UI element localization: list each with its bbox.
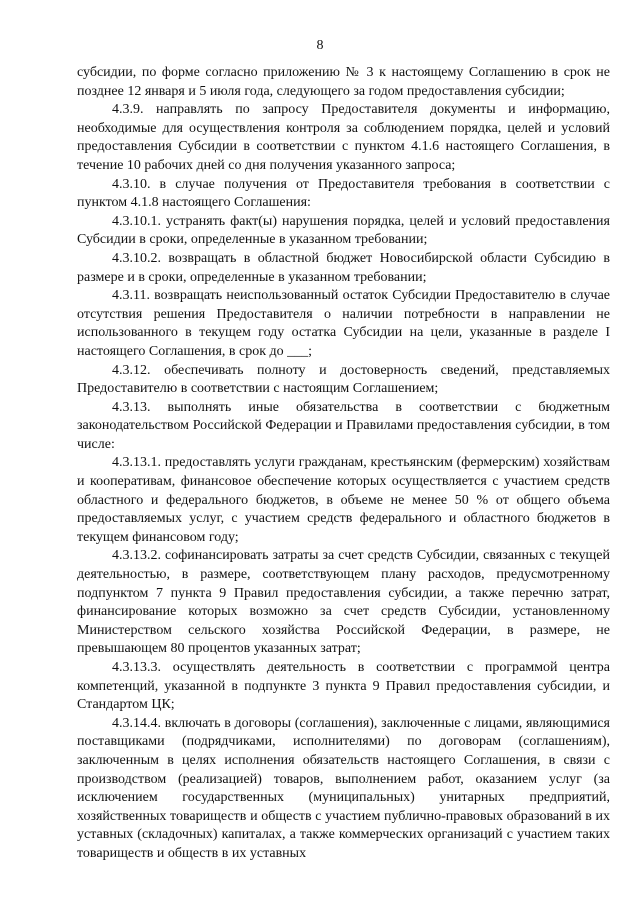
paragraph-4-3-13-3: 4.3.13.3. осуществлять деятельность в соответствии с программой центра компетенций, указанной в подпункте 3 пункта 9 Правил предоставления субсидии, и Стандартом ЦК;: [77, 660, 610, 713]
paragraph-4-3-14-4: 4.3.14.4. включать в договоры (соглашения), заключенные с лицами, являющимися поставщиками (подрядчиками, исполнителями) по договорам (соглашениям), заключенным в целях исполнения обязательств настоящего Соглашения, в связи с производством (реализацией) товаров, выполнением работ, оказанием услуг (за исключением государственных (муниципальных) унитарных предприятий, хозяйственных товариществ и обществ с участием публично-правовых образований в их уставных (складочных) капиталах, а также коммерческих организаций с участием таких товариществ и обществ в их уставных: [77, 715, 610, 861]
paragraph-4-3-12: 4.3.12. обеспечивать полноту и достоверность сведений, представляемых Предоставителю в соответствии с настоящим Соглашением;: [77, 362, 610, 397]
page-number: 8: [316, 38, 324, 53]
paragraph-4-3-9: 4.3.9. направлять по запросу Предоставителя документы и информацию, необходимые для осуществления контроля за соблюдением порядка, целей и условий предоставления Субсидии в соответствии с пунктом 4.1.6 настоящего Соглашения, в течение 10 рабочих дней со дня получения указанного запроса;: [77, 102, 610, 173]
document-body: [77, 64, 610, 864]
paragraph-4-3-10: 4.3.10. в случае получения от Предоставителя требования в соответствии с пунктом 4.1.8 настоящего Соглашения:: [77, 176, 610, 211]
paragraph-4-3-10-1: 4.3.10.1. устранять факт(ы) нарушения порядка, целей и условий предоставления Субсидии в сроки, определенные в указанном требовании;: [77, 213, 610, 248]
paragraph-4-3-13: 4.3.13. выполнять иные обязательства в соответствии с бюджетным законодательством Российской Федерации и Правилами предоставления субсидии, в том числе:: [77, 399, 610, 452]
paragraph-4-3-13-1: 4.3.13.1. предоставлять услуги гражданам, крестьянским (фермерским) хозяйствам и кооперативам, финансовое обеспечение которых осуществляется с участием средств областного и федерального бюджетов, в объеме не менее 50 % от общего объема предоставляемых услуг, с участием средств федерального и областного бюджетов в текущем финансовом году;: [77, 455, 610, 545]
paragraph-continuation: субсидии, по форме согласно приложению № 3 к настоящему Соглашению в срок не позднее 12 января и 5 июля года, следующего за годом предоставления субсидии;: [77, 65, 610, 99]
paragraph-4-3-11: 4.3.11. возвращать неиспользованный остаток Субсидии Предоставителю в случае отсутствия решения Предоставителя о наличии потребности в направлении не использованного в текущем году остатка Субсидии на цели, указанные в разделе I настоящего Соглашения, в срок до ___;: [77, 288, 610, 359]
paragraph-4-3-10-2: 4.3.10.2. возвращать в областной бюджет Новосибирской области Субсидию в размере и в сроки, определенные в указанном требовании;: [77, 250, 610, 285]
paragraph-4-3-13-2: 4.3.13.2. софинансировать затраты за счет средств Субсидии, связанных с текущей деятельностью, в размере, соответствующем плану расходов, предусмотренному подпунктом 7 пункта 9 Правил предоставления субсидии, а также перечню затрат, финансирование которых возможно за счет средств Субсидии, установленному Министерством сельского хозяйства Российской Федерации, в размере, не превышающем 80 процентов указанных затрат;: [77, 548, 610, 657]
